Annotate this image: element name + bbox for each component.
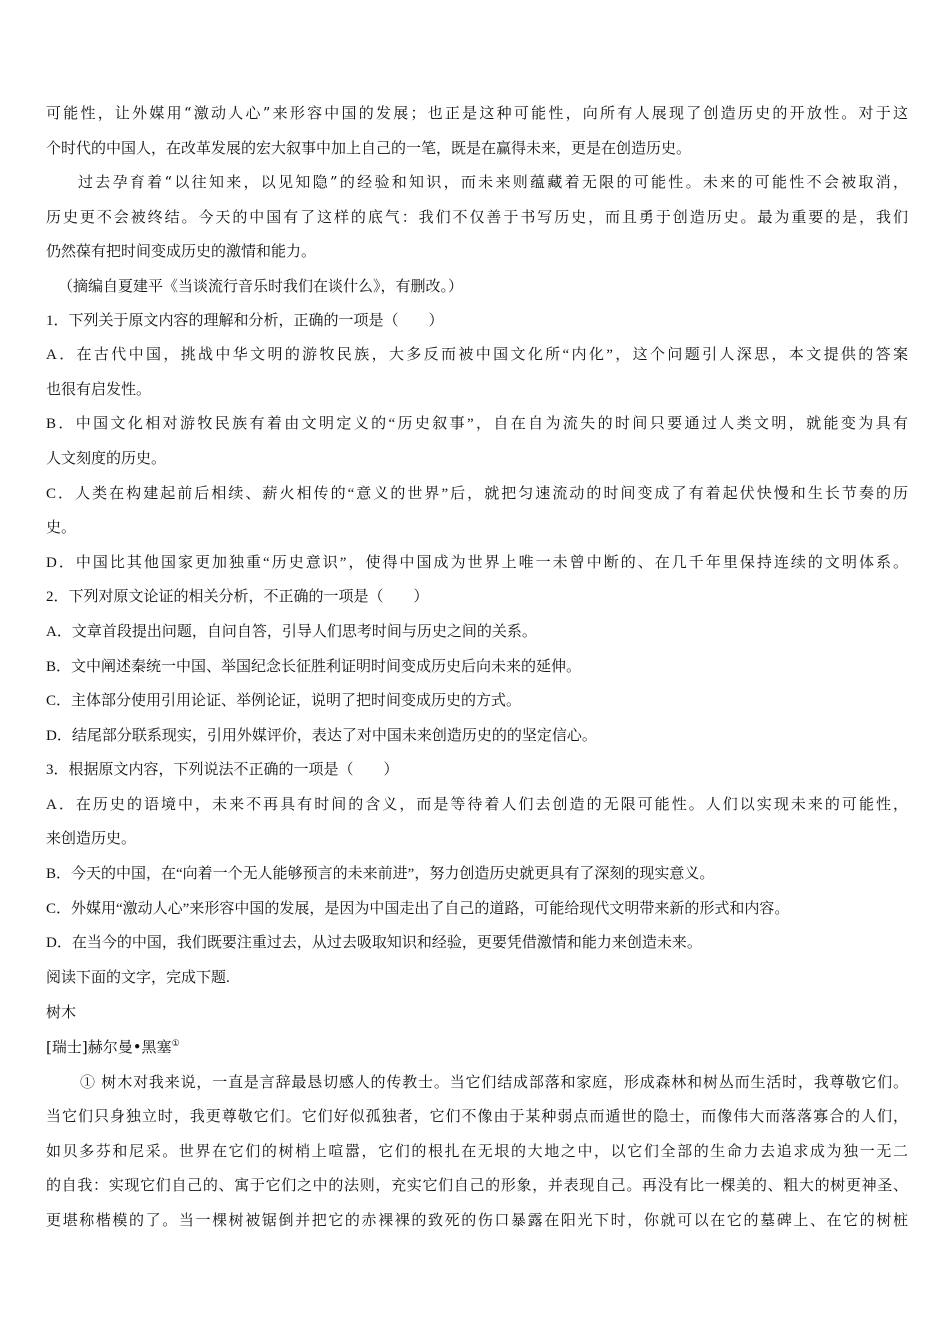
passage2-title: 树木 — [46, 1003, 77, 1022]
question-3-option-b: B．今天的中国，在“向着一个无人能够预言的未来前进”，努力创造历史就更具有了深刻的现实意义。 — [46, 866, 715, 883]
passage1-line: 可能性，让外媒用“激动人心”来形容中国的发展；也正是这种可能性，向所有人展现了创造历史的开放性。对于这 — [46, 104, 908, 122]
question-1-option-c: C．人类在构建起前后相续、薪火相传的“意义的世界”后，就把匀速流动的时间变成了有着起伏快慢和生长节奏的历 — [46, 485, 908, 502]
question-1-option-c-cont: 史。 — [46, 520, 77, 537]
passage1-line: 过去孕育着“以往知来，以见知隐”的经验和知识，而未来则蕴藏着无限的可能性。未来的可能性不会被取消， — [78, 173, 908, 192]
question-1-option-a-cont: 也很有启发性。 — [46, 381, 152, 398]
passage1-source: （摘编自夏建平《当谈流行音乐时我们在谈什么》，有删改。） — [58, 276, 464, 295]
question-3-option-d: D．在当今的中国，我们既要注重过去，从过去吸取知识和经验，更要凭借激情和能力来创造未来。 — [46, 935, 702, 952]
question-1-option-a: A．在古代中国，挑战中华文明的游牧民族，大多反而被中国文化所“内化”，这个问题引人深思，本文提供的答案 — [46, 347, 908, 364]
question-3-stem: 3．根据原文内容，下列说法不正确的一项是（ ） — [46, 762, 399, 779]
passage1-line: 个时代的中国人，在改革发展的宏大叙事中加上自己的一笔，既是在赢得未来，更是在创造历史。 — [46, 138, 692, 157]
passage1-line: 历史更不会被终结。今天的中国有了这样的底气：我们不仅善于书写历史，而且勇于创造历史。最为重要的是，我们 — [46, 207, 908, 226]
question-1-option-b: B．中国文化相对游牧民族有着由文明定义的“历史叙事”，自在自为流失的时间只要通过人类文明，就能变为具有 — [46, 416, 908, 433]
question-2-option-c: C．主体部分使用引用论证、举例论证，说明了把时间变成历史的方式。 — [46, 693, 522, 710]
question-2-option-d: D．结尾部分联系现实，引用外媒评价，表达了对中国未来创造历史的的坚定信心。 — [46, 727, 597, 744]
passage2-line: ① 树木对我来说，一直是言辞最恳切感人的传教士。当它们结成部落和家庭，形成森林和树丛而生活时，我尊敬它们。 — [80, 1072, 908, 1091]
question-1-stem: 1．下列关于原文内容的理解和分析，正确的一项是（ ） — [46, 312, 444, 329]
question-3-option-a: A．在历史的语境中，未来不再具有时间的含义，而是等待着人们去创造的无限可能性。人们以实现未来的可能性， — [46, 796, 908, 813]
reading-instruction: 阅读下面的文字，完成下题. — [46, 969, 230, 986]
footnote-marker: ① — [171, 1039, 180, 1050]
question-3-option-c: C．外媒用“激动人心”来形容中国的发展，是因为中国走出了自己的道路，可能给现代文明带来新的形式和内容。 — [46, 900, 790, 917]
passage2-line: 如贝多芬和尼采。世界在它们的树梢上喧嚣，它们的根扎在无垠的大地之中，以它们全部的生命力去追求成为独一无二 — [46, 1141, 908, 1160]
question-3-option-a-cont: 来创造历史。 — [46, 831, 137, 848]
document-page — [46, 96, 908, 1238]
question-2-stem: 2．下列对原文论证的相关分析，不正确的一项是（ ） — [46, 589, 429, 606]
question-2-option-a: A．文章首段提出问题，自问自答，引导人们思考时间与历史之间的关系。 — [46, 623, 537, 640]
passage2-line: 更堪称楷模的了。当一棵树被锯倒并把它的赤裸裸的致死的伤口暴露在阳光下时，你就可以在它的墓碑上、在它的树桩 — [46, 1211, 908, 1229]
passage2-author — [46, 1030, 908, 1065]
passage2-line: 当它们只身独立时，我更尊敬它们。它们好似孤独者，它们不像由于某种弱点而遁世的隐士，而像伟大而落落寡合的人们， — [46, 1107, 908, 1126]
question-2-option-b: B．文中阐述秦统一中国、举国纪念长征胜利证明时间变成历史后向未来的延伸。 — [46, 658, 582, 675]
question-1-option-d: D．中国比其他国家更加独重“历史意识”，使得中国成为世界上唯一未曾中断的、在几千年里保持连续的文明体系。 — [46, 554, 908, 571]
passage1-line: 仍然葆有把时间变成历史的激情和能力。 — [46, 242, 317, 261]
passage2-line: 的自我：实现它们自己的、寓于它们之中的法则，充实它们自己的形象，并表现自己。再没有比一棵美的、粗大的树更神圣、 — [46, 1176, 908, 1195]
question-1-option-b-cont: 人文刻度的历史。 — [46, 450, 167, 467]
author-name: [瑞士]赫尔曼•黑塞 — [46, 1038, 172, 1057]
